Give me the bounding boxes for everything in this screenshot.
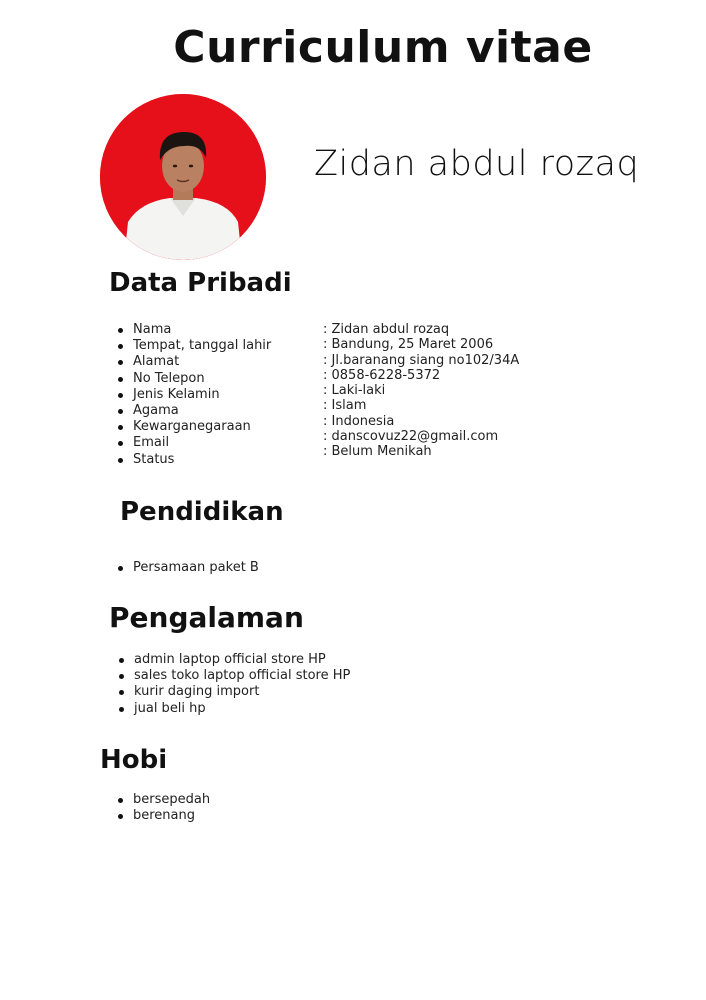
label-status: Status [118, 452, 271, 468]
label-alamat: Alamat [118, 354, 271, 370]
value-alamat: : Jl.baranang siang no102/34A [323, 352, 520, 368]
education-list [118, 560, 259, 576]
education-item: Persamaan paket B [118, 560, 259, 576]
person-portrait-image [100, 94, 266, 260]
value-email: : danscovuz22@gmail.com [323, 429, 499, 445]
value-status: : Belum Menikah [323, 444, 432, 460]
section-heading-hobi: Hobi [100, 745, 168, 775]
section-heading-data-pribadi: Data Pribadi [109, 268, 292, 298]
personal-data-values [323, 322, 519, 460]
section-heading-pendidikan: Pendidikan [120, 497, 284, 527]
label-nama: Nama [118, 322, 271, 338]
value-jenis-kelamin: : Laki-laki [323, 383, 386, 399]
section-heading-pengalaman: Pengalaman [109, 601, 304, 634]
experience-item: admin laptop official store HP [119, 652, 350, 668]
experience-list [119, 652, 350, 717]
value-kewarganegaraan: : Indonesia [323, 413, 395, 429]
full-name: Zidan abdul rozaq [314, 144, 640, 184]
experience-item: sales toko laptop official store HP [119, 668, 350, 684]
experience-item: kurir daging import [119, 684, 350, 700]
value-no-telepon: : 0858-6228-5372 [323, 367, 441, 383]
hobby-item: berenang [118, 808, 210, 824]
value-nama: : Zidan abdul rozaq [323, 322, 450, 337]
personal-data-labels [118, 322, 271, 468]
label-kewarganegaraan: Kewarganegaraan [118, 419, 271, 435]
experience-item: jual beli hp [119, 701, 350, 717]
profile-photo [100, 94, 266, 260]
value-tempat-tanggal-lahir: : Bandung, 25 Maret 2006 [323, 337, 494, 353]
label-email: Email [118, 435, 271, 451]
hobby-item: bersepedah [118, 792, 210, 808]
hobby-list [118, 792, 210, 824]
label-tempat-tanggal-lahir: Tempat, tanggal lahir [118, 338, 271, 354]
label-agama: Agama [118, 403, 271, 419]
cv-title: Curriculum vitae [173, 22, 593, 73]
label-no-telepon: No Telepon [118, 371, 271, 387]
label-jenis-kelamin: Jenis Kelamin [118, 387, 271, 403]
value-agama: : Islam [323, 398, 367, 414]
